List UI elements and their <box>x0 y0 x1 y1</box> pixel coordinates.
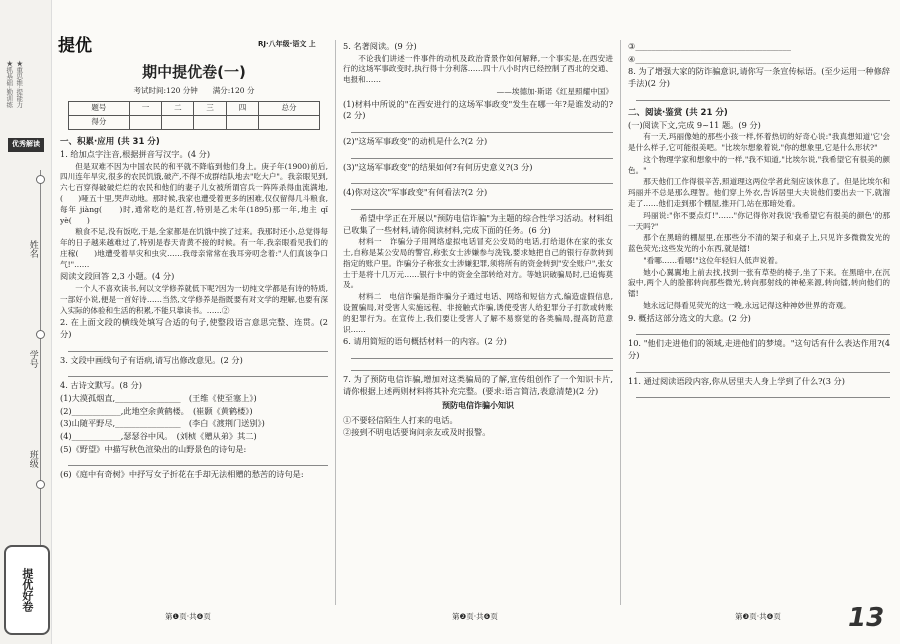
side-label-id: 学号 <box>27 350 38 368</box>
reading-paragraph: 那天他们工作得很辛苦,照道理这两位学者此刻应该休息了。但是比埃尔和玛丽并不总是那么理智。他们穿上外衣,告诉居里大夫说他们要出去一下,就溜走了……他们走到那个棚屋,推开门,站在那暗处看。 <box>628 177 890 208</box>
question: 阅读文段回答 2,3 小题。(4 分) <box>60 271 175 282</box>
reading-paragraph: 她小心翼翼地上前去找,找到一张有草垫的椅子,坐了下来。在黑暗中,在沉寂中,两个人的脸都转向那些微光,转向那射线的神秘来源,转向镭,转向他们的镭! <box>628 267 890 299</box>
side-label-name: 姓名 <box>27 240 38 258</box>
passage: 不论我们讲述一件事件的动机及政治背景作如何解释,一个事实是,在西安进行的这场军事政变时,执行得十分利落……四十八小时内已经控制了西北的交通、电报和…… <box>343 53 613 85</box>
question: 希望中学正在开展以"预防电信诈骗"为主题的综合性学习活动。材料组已收集了一些材料,请你阅读材料,完成下面的任务。(6 分) <box>343 212 613 235</box>
question: 6. 请用简短的语句概括材料一的内容。(2 分) <box>343 336 507 347</box>
answer-line[interactable] <box>351 201 613 210</box>
answer-line[interactable] <box>636 364 890 373</box>
top-logo: 提优 <box>58 36 92 56</box>
card-item: ①不要轻信陌生人打来的电话。 <box>343 414 458 425</box>
question: 4. 古诗文默写。(8 分) <box>60 380 142 391</box>
side-label-class: 班级 <box>27 450 38 468</box>
score-cell[interactable] <box>162 115 194 129</box>
question: 10. "他们走进他们的领域,走进他们的梦境。"这句话有什么表达作用?(4 分) <box>628 338 890 361</box>
page-title: 期中提优卷(一) <box>142 63 246 81</box>
binding-line <box>40 170 41 600</box>
score-header: 二 <box>162 101 194 115</box>
score-header: 总分 <box>259 101 320 115</box>
brand-logo: 提优好卷 <box>4 545 50 635</box>
card-title: 预防电信诈骗小知识 <box>442 401 514 411</box>
column-1 <box>60 40 328 482</box>
question: 5. 名著阅读。(9 分) <box>343 41 417 51</box>
reading-paragraph: 她永远记得看见荧光的这一晚,永远记得这种神妙世界的奇观。 <box>643 300 851 310</box>
score-header: 题号 <box>69 101 130 115</box>
reading-intro: (一)阅读下文,完成 9~11 题。(9 分) <box>628 119 761 130</box>
score-cell[interactable] <box>129 115 161 129</box>
section-heading: 二、阅读·鉴赏 (共 21 分) <box>628 107 728 118</box>
question: (6)《庭中有奇树》中抒写女子折花在手却无法相赠的愁苦的诗句是: <box>60 469 304 480</box>
page-footer: 第❶页·共❻页 <box>165 612 211 621</box>
poem-line: (1)大漠孤烟直,________________ (王维《使至塞上》) <box>60 393 257 403</box>
card-item: ②接到不明电话要询问亲友或及时报警。 <box>343 427 491 438</box>
reading-paragraph: 玛丽说:"你不要点灯!"……"你记得你对我说'我希望它有很美的颜色'的那一天吗?" <box>628 210 890 231</box>
card-item: ③______________________________________ <box>628 41 791 51</box>
answer-line[interactable] <box>636 326 890 335</box>
reading-paragraph: 有一天,玛丽像她的那些小孩一样,怀着热切的好奇心说:"我真想知道'它'会是什么样子,它可能很美吧。"比埃尔想象着说,"你的想象里,它是什么形状?" <box>628 132 890 153</box>
side-band <box>0 0 52 644</box>
page-number: 13 <box>848 603 885 633</box>
binding-hole <box>36 330 45 339</box>
answer-line[interactable] <box>351 124 613 133</box>
column-divider <box>335 40 336 605</box>
reading-paragraph: 那个在黑暗的棚屋里,在那些分不清的架子和桌子上,只见许多微微发光的蓝色荧光;这些发光的小东西,就是镭! <box>628 233 890 254</box>
answer-line[interactable] <box>636 389 890 398</box>
card-item: ④______________________________________ <box>628 53 791 64</box>
page-footer: 第❷页·共❻页 <box>452 612 498 621</box>
material: 材料一 诈骗分子用网络虚拟电话冒充公安局的电话,打给退休在家的张女士,自称是某公安局的警官,称张女士涉嫌参与洗钱,要求她把自己的银行存款转到指定的账户里。诈骗分子称张女士涉嫌犯罪,须将所有的资金转到"安全账户",张女士于是将十几万元……银行卡中的资金全部转给对方。等她识破骗局时,已追悔莫及。 <box>343 237 613 290</box>
column-divider <box>620 40 621 605</box>
question: (3)"这场军事政变"的结果如何?有何历史意义?(3 分) <box>343 161 533 172</box>
side-stamp: 优秀解读 <box>8 138 44 152</box>
score-header: 三 <box>194 101 226 115</box>
question: 9. 概括这部分选文的大意。(2 分) <box>628 312 751 323</box>
question: 8. 为了增强大家的防诈骗意识,请你写一条宣传标语。(至少运用一种修辞手法)(2 分) <box>628 66 890 88</box>
answer-line[interactable] <box>351 150 613 159</box>
column-2 <box>343 40 613 440</box>
answer-line[interactable] <box>351 350 613 359</box>
reading-paragraph: "看哪……看哪!"这位年轻妇人低声说着。 <box>643 255 783 265</box>
poem-line: (4)____________,瑟瑟谷中风。 (刘桢《赠从弟》其二) <box>60 430 257 441</box>
question: (1)材料中所说的"在西安进行的这场军事政变"发生在哪一年?是谁发动的?(2 分) <box>343 98 613 121</box>
score-row-label: 得分 <box>69 115 130 129</box>
passage: 但是双难不因为中国农民的和平就不降临到他们身上。庚子年(1900)前后,四川连年旱灾,很多的农民饥饿,破产,不得不成群结队地去"吃大户"。我亲眼见到,六七百穿得破破烂烂的农民和他们的妻子儿女被所谓官兵一阵阵杀得血流满地,( )哑五十里,哭声动地。那时候,我家也遭受着更多的困难,仅仅留得几斗粮食,每年 jiàng( )时,通常吃的是红苕,特别是乙未年(1895)那一年,地主 qǐ yè( ) <box>60 161 328 225</box>
exam-meta: 考试时间:120 分钟 满分:120 分 <box>133 86 255 96</box>
poem-line: (2)____________,此地空余黄鹤楼。 (崔颢《黄鹤楼》) <box>60 405 253 416</box>
reading-paragraph: 这个物理学家和想象中的一样,"我不知道,"比埃尔说,"我希望它有很美的颜色。" <box>628 154 890 175</box>
question: 11. 通过阅读语段内容,你从居里夫人身上学到了什么?(3 分) <box>628 375 845 386</box>
question: 1. 给加点字注音,根据拼音写汉字。(4 分) <box>60 149 211 159</box>
score-header: 四 <box>226 101 258 115</box>
question: (5)《野望》中描写秋色渲染出的山野景色的诗句是: <box>60 443 247 454</box>
question: (2)"这场军事政变"的动机是什么?(2 分) <box>343 136 488 147</box>
answer-line[interactable] <box>351 175 613 184</box>
score-cell[interactable] <box>259 115 320 129</box>
passage: 一个人不喜欢读书,何以文学修养就低下呢?因为一切纯文学都是有诗的特质,一部好小说,便是一首好诗……当然,文学修养是指既要有对文学的理解,也要有深入实际的体验和生活的积累,不能只靠读书。……② <box>60 284 328 315</box>
passage: 粮食不足,没有饭吃,于是,全家都是在饥饿中挨了过来。我那时还小,总觉得每年的日子越来越难过了,特别是春天青黄不接的时候。有一年,我亲眼看见我们的庄稼( )地遭受着旱灾和虫灾……我母亲常常在我耳旁叨念着:"人们真该争口气!"…… <box>60 227 328 269</box>
score-cell[interactable] <box>194 115 226 129</box>
column-3 <box>628 40 890 401</box>
answer-line[interactable] <box>68 457 328 466</box>
binding-hole <box>36 480 45 489</box>
question: 7. 为了预防电信诈骗,增加对这类骗局的了解,宣传组创作了一个知识卡片,请你根据上述两则材料将其补充完整。(要求:语言简洁,表意清楚)(2 分) <box>343 373 613 396</box>
page-footer: 第❸页·共❻页 <box>735 612 781 621</box>
side-slogan: ★重思维·提能力 <box>15 60 24 108</box>
binding-hole <box>36 175 45 184</box>
score-header: 一 <box>129 101 161 115</box>
material: 材料二 电信诈骗是指诈骗分子通过电话、网络和短信方式,编造虚假信息,设置骗局,对受害人实施远程、非接触式诈骗,诱使受害人给犯罪分子打款或转账的犯罪行为。在宣传上,我们要让受害人了解不易察觉的各类骗局,提高防范意识…… <box>343 292 613 334</box>
score-cell[interactable] <box>226 115 258 129</box>
question: (4)你对这次"军事政变"有何看法?(2 分) <box>343 187 488 198</box>
poem-line: (3)山随平野尽,________________ (李白《渡荆门送别》) <box>60 418 265 429</box>
passage-source: ——埃德加·斯诺《红星照耀中国》 <box>496 86 613 96</box>
question: 3. 文段中画线句子有语病,请写出修改意见。(2 分) <box>60 354 243 365</box>
answer-line[interactable] <box>68 368 328 377</box>
section-heading: 一、积累·应用 (共 31 分) <box>60 136 160 147</box>
answer-line[interactable] <box>351 362 613 371</box>
side-slogan: ★抓基础·勤训练 <box>5 60 14 108</box>
question: 2. 在上面文段的横线处填写合适的句子,使整段语言意思完整、连贯。(2 分) <box>60 317 328 340</box>
answer-line[interactable] <box>68 343 328 352</box>
score-table <box>68 101 320 130</box>
answer-line[interactable] <box>636 92 890 101</box>
grade-tag: RJ·八年级·语文 上 <box>258 40 316 48</box>
